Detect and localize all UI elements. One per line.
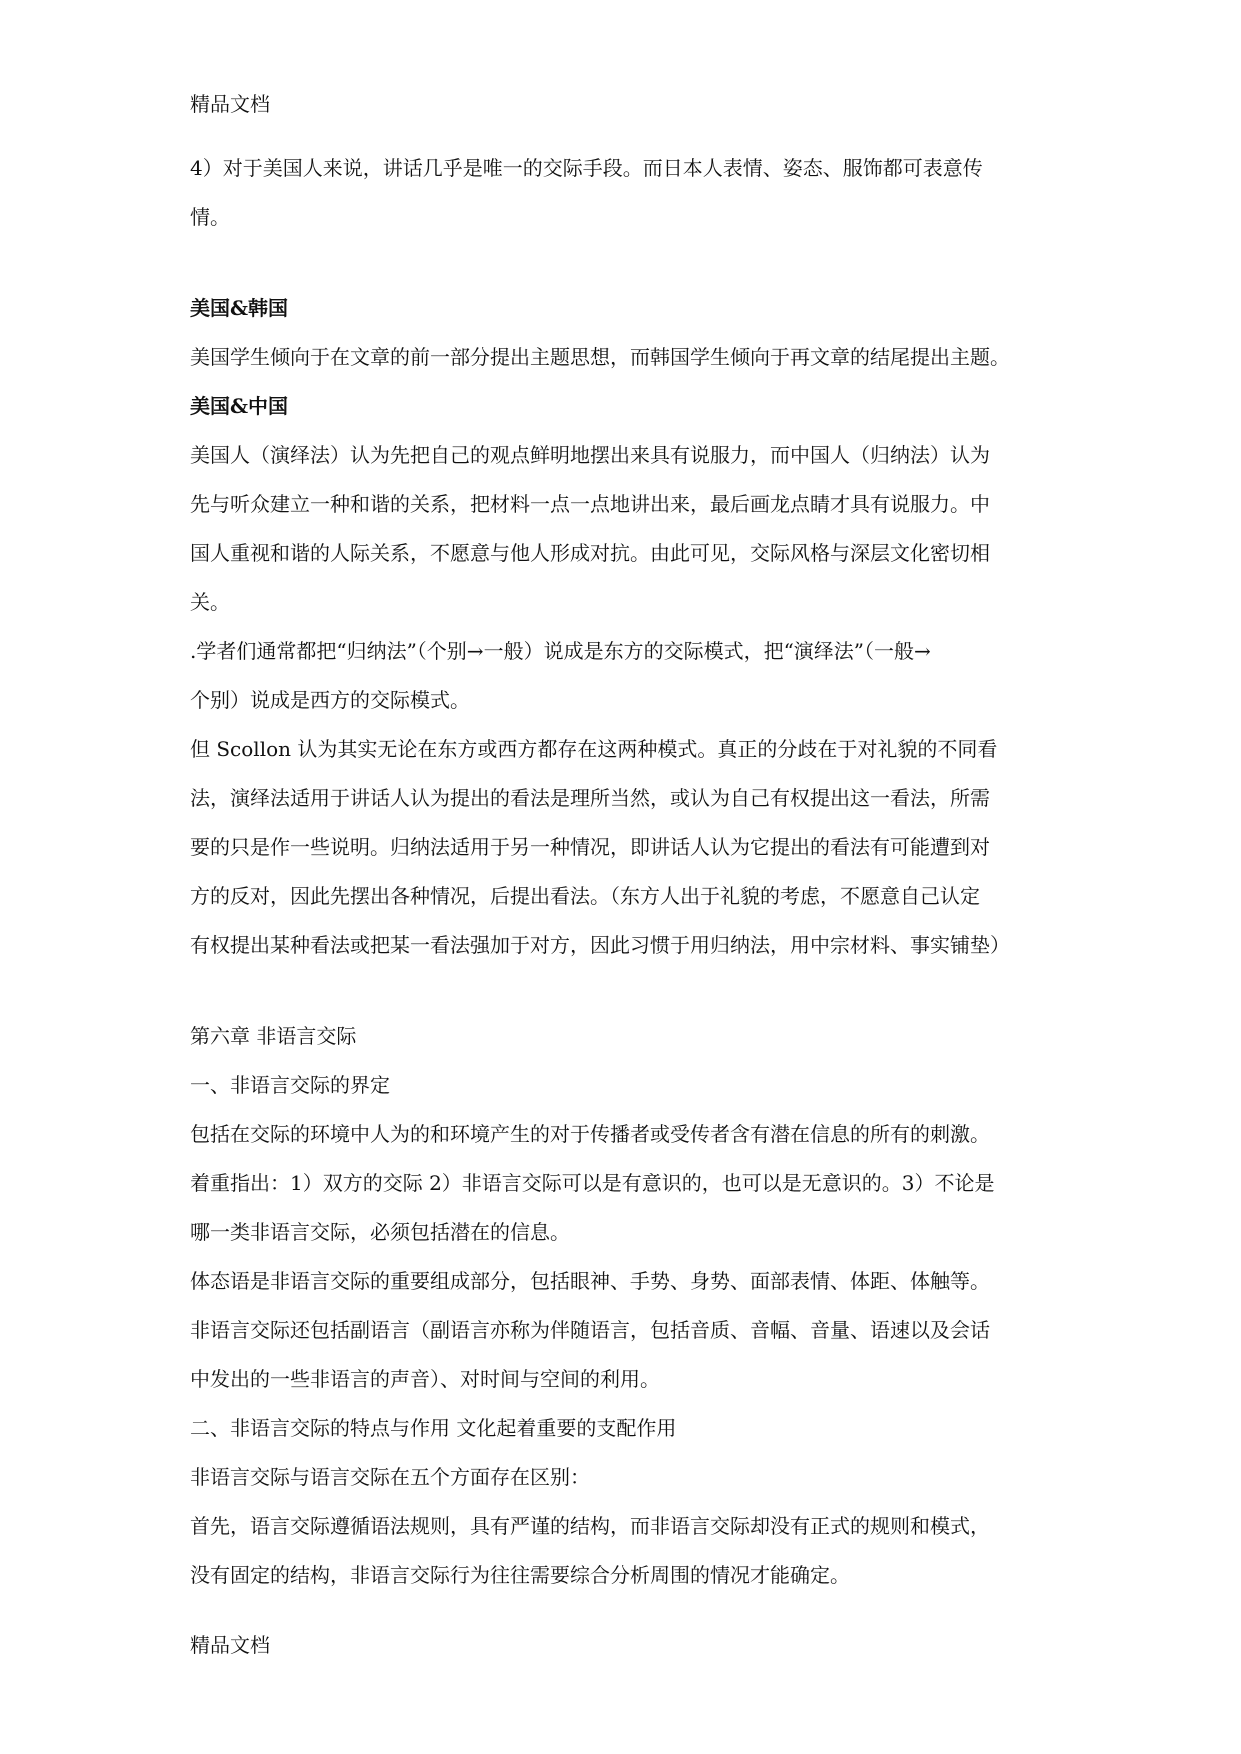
paragraph-line: 没有固定的结构，非语言交际行为往往需要综合分析周围的情况才能确定。 — [190, 1563, 850, 1587]
section-title: 一、非语言交际的界定 — [190, 1073, 390, 1097]
section-title: 二、非语言交际的特点与作用 文化起着重要的支配作用 — [190, 1416, 677, 1440]
paragraph-line: 美国人（演绎法）认为先把自己的观点鲜明地摆出来具有说服力，而中国人（归纳法）认为 — [190, 443, 990, 467]
paragraph-line: 非语言交际还包括副语言（副语言亦称为伴随语言，包括音质、音幅、音量、语速以及会话 — [190, 1318, 990, 1342]
paragraph-line: 非语言交际与语言交际在五个方面存在区别： — [190, 1465, 590, 1489]
section-spacer — [190, 252, 1070, 294]
paragraph-line: 有权提出某种看法或把某一看法强加于对方，因此习惯于用归纳法，用中宗材料、事实铺垫） — [190, 933, 1010, 957]
paragraph-line: 中发出的一些非语言的声音）、对时间与空间的利用。 — [190, 1367, 660, 1391]
section-heading: 美国&中国 — [190, 394, 289, 418]
paragraph-line: 4）对于美国人来说，讲话几乎是唯一的交际手段。而日本人表情、姿态、服饰都可表意传 — [190, 156, 983, 180]
document-body — [190, 154, 1070, 1610]
paragraph-line: 体态语是非语言交际的重要组成部分，包括眼神、手势、身势、面部表情、体距、体触等。 — [190, 1269, 990, 1293]
paragraph-line: 先与听众建立一种和谐的关系，把材料一点一点地讲出来，最后画龙点睛才具有说服力。中 — [190, 492, 990, 516]
paragraph-line: 关。 — [190, 590, 230, 614]
paragraph-line: 包括在交际的环境中人为的和环境产生的对于传播者或受传者含有潜在信息的所有的刺激。 — [190, 1122, 990, 1146]
section-heading: 美国&韩国 — [190, 296, 289, 320]
paragraph-line: 要的只是作一些说明。归纳法适用于另一种情况，即讲话人认为它提出的看法有可能遭到对 — [190, 835, 990, 859]
paragraph-line: 法，演绎法适用于讲话人认为提出的看法是理所当然，或认为自己有权提出这一看法，所需 — [190, 786, 990, 810]
paragraph-line: .学者们通常都把“归纳法”（个别→一般）说成是东方的交际模式，把“演绎法”（一般→ — [190, 639, 931, 663]
paragraph-line: 但 Scollon 认为其实无论在东方或西方都存在这两种模式。真正的分歧在于对礼貌的不同看 — [190, 737, 998, 761]
paragraph-line: 着重指出：1）双方的交际 2）非语言交际可以是有意识的，也可以是无意识的。3）不论是 — [190, 1171, 995, 1195]
paragraph-line: 首先，语言交际遵循语法规则，具有严谨的结构，而非语言交际却没有正式的规则和模式， — [190, 1514, 990, 1538]
paragraph-line: 个别）说成是西方的交际模式。 — [190, 688, 470, 712]
paragraph-line: 哪一类非语言交际，必须包括潜在的信息。 — [190, 1220, 570, 1244]
paragraph-line: 国人重视和谐的人际关系，不愿意与他人形成对抗。由此可见，交际风格与深层文化密切相 — [190, 541, 990, 565]
paragraph-line: 美国学生倾向于在文章的前一部分提出主题思想，而韩国学生倾向于再文章的结尾提出主题。 — [190, 345, 1010, 369]
chapter-title: 第六章 非语言交际 — [190, 1024, 357, 1048]
paragraph-line: 方的反对，因此先摆出各种情况，后提出看法。（东方人出于礼貌的考虑，不愿意自己认定 — [190, 884, 980, 908]
section-spacer — [190, 980, 1070, 1022]
paragraph-line: 情。 — [190, 205, 230, 229]
page-header: 精品文档 — [190, 92, 270, 116]
page-footer: 精品文档 — [190, 1633, 270, 1657]
